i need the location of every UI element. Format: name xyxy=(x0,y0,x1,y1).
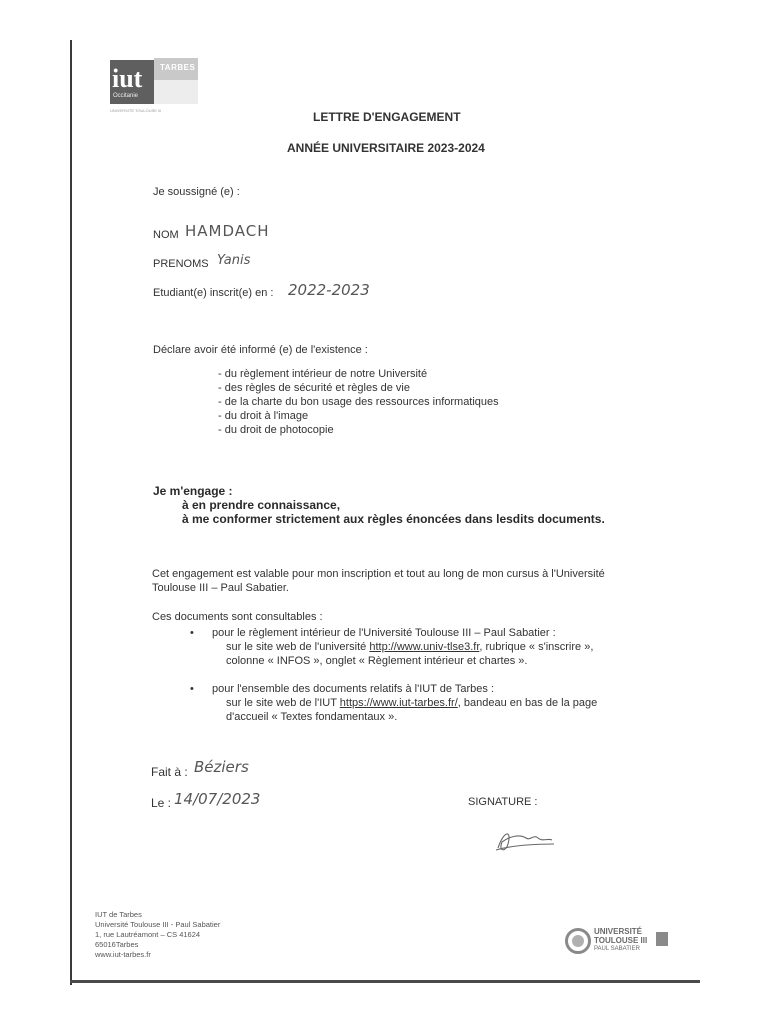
validity-line-2: Toulouse III – Paul Sabatier. xyxy=(152,582,289,594)
iut-logo-sub: Occitanie xyxy=(113,93,139,99)
iut-tarbes-link[interactable]: https://www.iut-tarbes.fr/ xyxy=(339,697,458,709)
bullet-icon: • xyxy=(190,683,194,695)
ut3-logo-text xyxy=(594,928,647,954)
signature-label: SIGNATURE : xyxy=(468,796,538,808)
ut3-logo-line-2: TOULOUSE III xyxy=(594,935,648,945)
declaration-intro: Déclare avoir été informé (e) de l'existence : xyxy=(153,344,368,356)
consult-bullet-1-line-3: colonne « INFOS », onglet « Règlement intérieur et chartes ». xyxy=(226,655,528,667)
fait-label: Fait à : xyxy=(151,765,188,779)
nom-value: HAMDACH xyxy=(185,222,270,240)
fait-value: Béziers xyxy=(194,758,249,776)
ut3-logo-square-icon xyxy=(656,932,668,946)
iut-logo-brand: iut xyxy=(112,64,143,93)
scan-border-bottom xyxy=(70,980,700,983)
iut-logo-tagline: UNIVERSITÉ TOULOUSE III xyxy=(110,108,162,113)
academic-year: ANNÉE UNIVERSITAIRE 2023-2024 xyxy=(287,141,485,155)
consult-bullet-1: pour le règlement intérieur de l'Université Toulouse III – Paul Sabatier : xyxy=(212,627,556,639)
declaration-item: - du règlement intérieur de notre Université xyxy=(218,368,428,380)
consult-bullet-2: pour l'ensemble des documents relatifs à l'IUT de Tarbes : xyxy=(212,683,494,695)
declaration-item: - des règles de sécurité et règles de vie xyxy=(218,382,410,394)
bullet-icon: • xyxy=(190,627,194,639)
page-title: LETTRE D'ENGAGEMENT xyxy=(313,110,461,124)
prenoms-value: Yanis xyxy=(217,253,251,268)
handwritten-signature xyxy=(490,822,560,858)
consult-bullet-2-line-3: d'accueil « Textes fondamentaux ». xyxy=(226,711,398,723)
iut-logo-city: TARBES xyxy=(160,63,196,72)
le-label: Le : xyxy=(151,796,172,810)
le-value: 14/07/2023 xyxy=(174,790,261,808)
footer-line: 1, rue Lautréamont – CS 41624 xyxy=(95,930,201,939)
ut3-logo-line-1: UNIVERSITÉ xyxy=(594,927,643,936)
validity-line-1: Cet engagement est valable pour mon inscription et tout au long de mon cursus à l'Université xyxy=(152,568,605,580)
ut3-logo-inner-icon xyxy=(572,935,584,947)
inscrit-label: Etudiant(e) inscrit(e) en : xyxy=(153,287,274,299)
consult-b2-post: , bandeau en bas de la page xyxy=(457,697,598,709)
prenoms-label: PRENOMS xyxy=(153,258,209,270)
engagement-line-1: à en prendre connaissance, xyxy=(182,498,341,512)
scan-border-left xyxy=(70,40,72,985)
footer-website[interactable]: www.iut-tarbes.fr xyxy=(95,950,151,959)
declaration-item: - du droit à l'image xyxy=(218,410,309,422)
consult-b1-pre: sur le site web de l'université xyxy=(226,641,370,653)
consult-bullet-2-line-2 xyxy=(226,697,597,709)
engagement-line-2: à me conformer strictement aux règles énoncées dans lesdits documents. xyxy=(182,512,605,526)
consult-intro: Ces documents sont consultables : xyxy=(152,611,323,623)
intro-text: Je soussigné (e) : xyxy=(153,186,240,198)
footer-line: Université Toulouse III - Paul Sabatier xyxy=(95,920,221,929)
consult-b1-post: , rubrique « s'inscrire », xyxy=(479,641,594,653)
footer-line: 65016Tarbes xyxy=(95,940,139,949)
ut3-logo-line-3: PAUL SABATIER xyxy=(594,946,640,952)
inscrit-value: 2022-2023 xyxy=(288,281,370,299)
declaration-item: - de la charte du bon usage des ressources informatiques xyxy=(218,396,499,408)
declaration-item: - du droit de photocopie xyxy=(218,424,334,436)
univ-tlse3-link[interactable]: http://www.univ-tlse3.fr xyxy=(369,641,480,653)
iut-logo-band xyxy=(154,80,198,104)
engagement-heading: Je m'engage : xyxy=(153,484,233,498)
nom-label: NOM xyxy=(153,229,179,241)
consult-b2-pre: sur le site web de l'IUT xyxy=(226,697,340,709)
consult-bullet-1-line-2 xyxy=(226,641,593,653)
footer-line: IUT de Tarbes xyxy=(95,910,142,919)
